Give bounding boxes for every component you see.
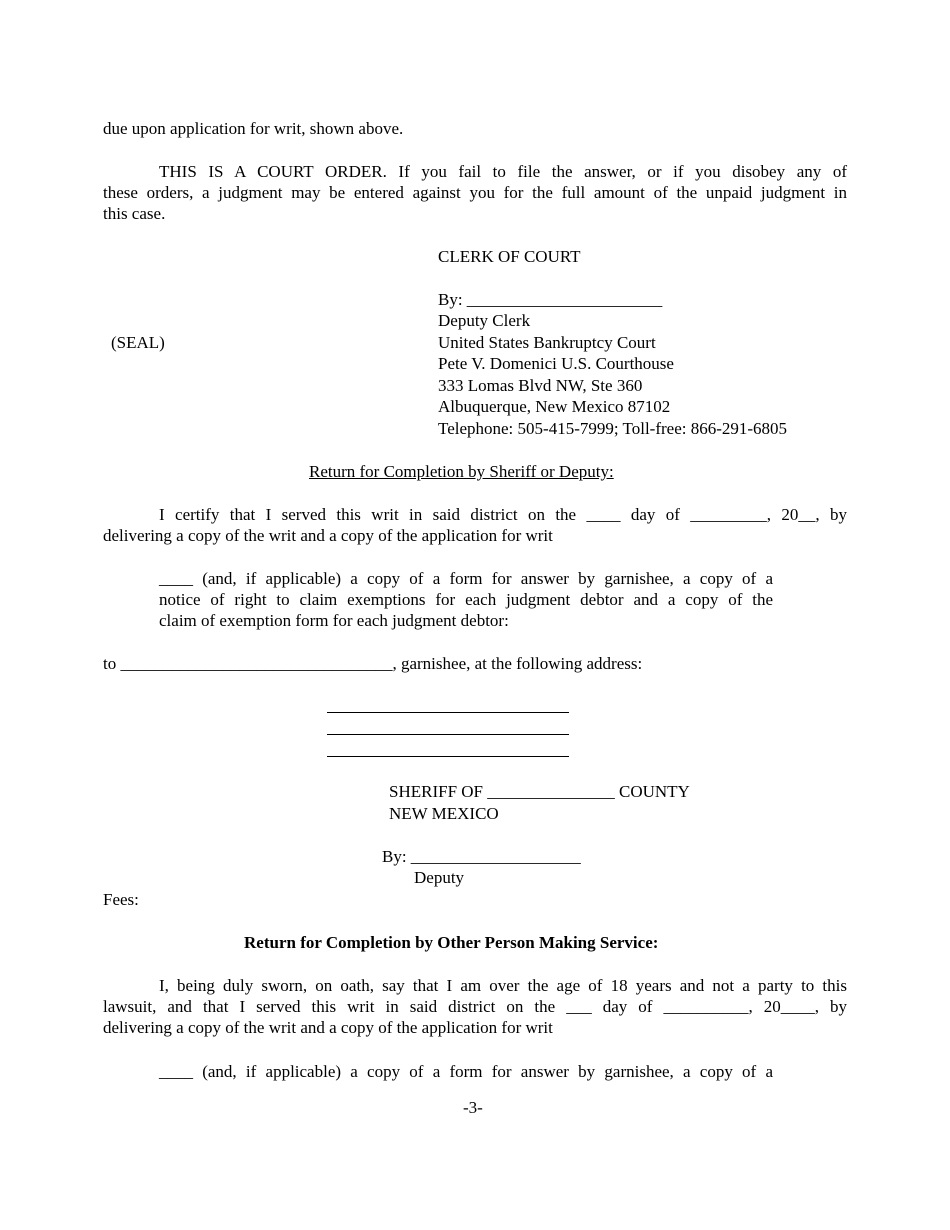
sheriff-certify-line-1: I certify that I served this writ in said district on the ____ day of _________, 20__, by: [159, 505, 847, 524]
seal-label: (SEAL): [111, 333, 165, 352]
address-blank-line-3: [327, 756, 569, 757]
street-address: 333 Lomas Blvd NW, Ste 360: [438, 375, 643, 395]
other-person-sworn-paragraph: [103, 975, 847, 1038]
deputy-label: Deputy: [414, 868, 465, 887]
sworn-line-2: lawsuit, and that I served this writ in said district on the ___ day of __________, 20____, by: [103, 997, 847, 1016]
other-person-garnishee-paragraph: [159, 1061, 773, 1082]
sheriff-garnishee-line-2: notice of right to claim exemptions for each judgment debtor and a copy of the: [159, 590, 773, 609]
garnishee-to-line: to ________________________________, garnishee, at the following address:: [103, 654, 643, 673]
clerk-title: Deputy Clerk: [438, 311, 531, 330]
address-blank-line-1: [327, 712, 569, 713]
sheriff-state: NEW MEXICO: [389, 804, 499, 823]
other-person-return-heading: Return for Completion by Other Person Making Service:: [244, 933, 659, 952]
court-name: United States Bankruptcy Court: [438, 332, 656, 352]
deputy-signature-line: By: ____________________: [382, 847, 581, 866]
address-blank-line-2: [327, 734, 569, 735]
sheriff-garnishee-line-3: claim of exemption form for each judgment debtor:: [159, 611, 509, 630]
sheriff-certify-line-2: delivering a copy of the writ and a copy of the application for writ: [103, 526, 553, 545]
clerk-signature-line: By: _______________________: [438, 290, 663, 309]
court-order-line-3: this case.: [103, 204, 166, 223]
clerk-address-block: [438, 310, 787, 439]
sheriff-of-county: SHERIFF OF _______________ COUNTY: [389, 782, 690, 801]
sheriff-garnishee-line-1: ____ (and, if applicable) a copy of a form for answer by garnishee, a copy of a: [159, 569, 773, 588]
court-order-line-1: THIS IS A COURT ORDER. If you fail to file the answer, or if you disobey any of: [159, 162, 847, 181]
clerk-heading: CLERK OF COURT: [438, 247, 581, 266]
other-person-garnishee-line-1: ____ (and, if applicable) a copy of a form for answer by garnishee, a copy of a: [159, 1062, 773, 1081]
sworn-line-1: I, being duly sworn, on oath, say that I am over the age of 18 years and not a party to this: [159, 976, 847, 995]
courthouse-name: Pete V. Domenici U.S. Courthouse: [438, 354, 674, 373]
city-address: Albuquerque, New Mexico 87102: [438, 397, 671, 416]
fees-label: Fees:: [103, 890, 139, 909]
continuation-line: due upon application for writ, shown above.: [103, 119, 404, 138]
telephone-line: Telephone: 505-415-7999; Toll-free: 866-291-6805: [438, 418, 788, 438]
sworn-line-3: delivering a copy of the writ and a copy of the application for writ: [103, 1018, 553, 1037]
court-order-line-2: these orders, a judgment may be entered against you for the full amount of the unpaid judgment in: [103, 183, 847, 202]
sheriff-return-heading: Return for Completion by Sheriff or Deputy:: [309, 462, 614, 481]
sheriff-garnishee-paragraph: [159, 568, 773, 631]
page-number: -3-: [463, 1098, 483, 1117]
court-order-paragraph: [103, 161, 847, 224]
sheriff-certify-paragraph: [103, 504, 847, 546]
